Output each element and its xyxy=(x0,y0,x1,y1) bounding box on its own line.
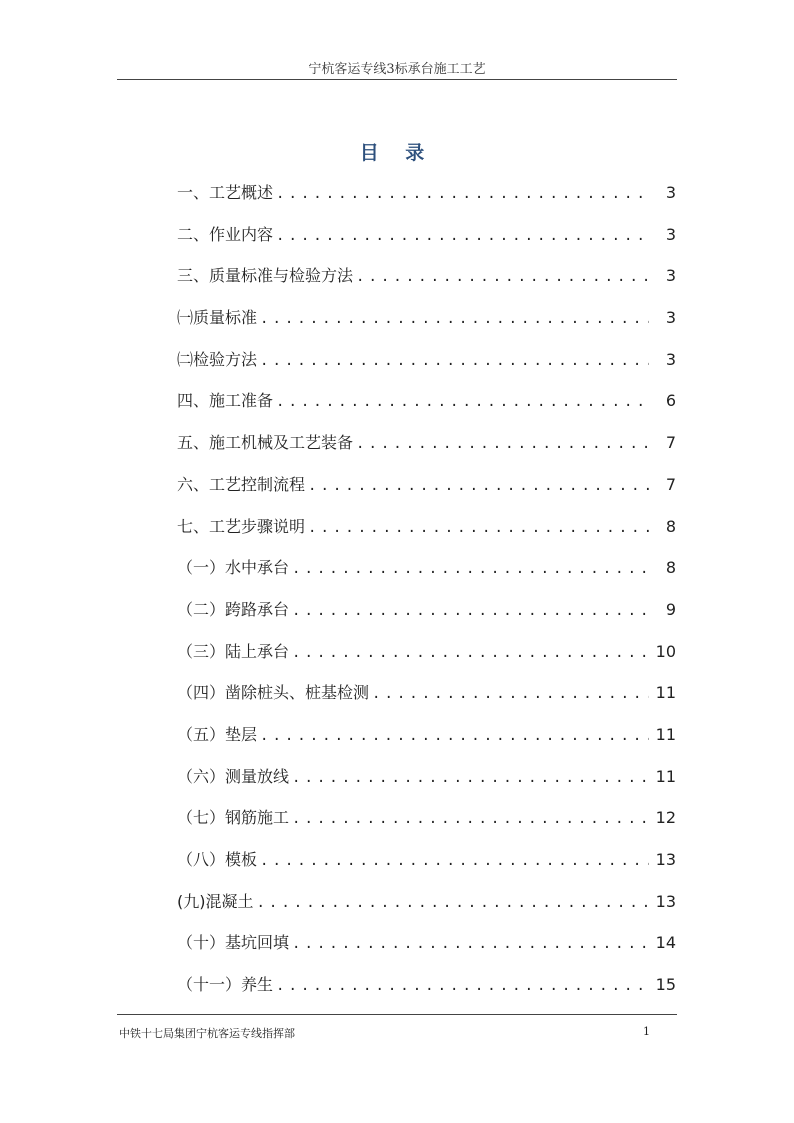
toc-entry-page: 14 xyxy=(655,933,676,953)
toc-entry-page: 11 xyxy=(655,766,676,786)
toc-entry-page: 13 xyxy=(655,891,676,911)
toc-entry[interactable] xyxy=(177,930,676,972)
toc-entry-label: ㈡检验方法 xyxy=(177,349,258,369)
toc-entry[interactable] xyxy=(177,347,676,389)
toc-entry-label: (九)混凝土 xyxy=(177,891,254,911)
toc-entry-label: （六）测量放线 xyxy=(177,766,290,786)
footer-divider xyxy=(117,1014,677,1015)
toc-leader-dots xyxy=(308,473,649,499)
toc-leader-dots xyxy=(372,681,649,707)
toc-entry-page: 8 xyxy=(665,516,676,536)
toc-leader-dots xyxy=(292,765,649,791)
toc-entry-label: 七、工艺步骤说明 xyxy=(177,516,306,536)
toc-entry[interactable] xyxy=(177,805,676,847)
toc-entry[interactable] xyxy=(177,597,676,639)
toc-entry[interactable] xyxy=(177,472,676,514)
toc-entry-page: 10 xyxy=(655,641,676,661)
toc-entry-label: ㈠质量标准 xyxy=(177,308,258,328)
toc-entry[interactable] xyxy=(177,514,676,556)
toc-entry-page: 3 xyxy=(665,183,676,202)
toc-entry-label: （三）陆上承台 xyxy=(177,641,290,661)
toc-entry-label: （五）垫层 xyxy=(177,724,258,744)
toc-entry[interactable] xyxy=(177,305,676,347)
toc-entry[interactable] xyxy=(177,388,676,430)
toc-leader-dots xyxy=(260,723,649,749)
toc-leader-dots xyxy=(257,890,650,916)
toc-entry[interactable] xyxy=(177,680,676,722)
toc-entry-page: 7 xyxy=(665,474,676,494)
toc-leader-dots xyxy=(292,806,649,832)
footer-page-number: 1 xyxy=(643,1025,650,1038)
toc-leader-dots xyxy=(276,973,649,999)
toc-entry-page: 13 xyxy=(655,850,676,869)
toc-entry-page: 3 xyxy=(665,349,676,369)
toc-leader-dots xyxy=(260,306,649,332)
toc-leader-dots xyxy=(292,640,649,666)
toc-entry-label: 四、施工准备 xyxy=(177,391,274,411)
toc-entry[interactable] xyxy=(177,180,676,222)
toc-entry-label: （十一）养生 xyxy=(177,975,274,995)
toc-leader-dots xyxy=(356,431,649,457)
toc-leader-dots xyxy=(292,556,649,582)
toc-entry[interactable] xyxy=(177,764,676,806)
toc-entry[interactable] xyxy=(177,222,676,264)
toc-entry-page: 15 xyxy=(655,975,676,995)
toc-entry-label: 一、工艺概述 xyxy=(177,183,274,202)
toc-entry[interactable] xyxy=(177,555,676,597)
toc-entry-label: （一）水中承台 xyxy=(177,558,290,578)
toc-entry-label: 三、质量标准与检验方法 xyxy=(177,266,354,286)
toc-entry-label: （四）凿除桩头、桩基检测 xyxy=(177,683,370,703)
toc-leader-dots xyxy=(292,598,649,624)
toc-entry-page: 6 xyxy=(665,391,676,411)
toc-entry-label: （十）基坑回填 xyxy=(177,933,290,953)
toc-entry-page: 7 xyxy=(665,433,676,453)
toc-entry-page: 12 xyxy=(655,808,676,828)
toc-entry-label: 六、工艺控制流程 xyxy=(177,474,306,494)
toc-entry-label: 五、施工机械及工艺装备 xyxy=(177,433,354,453)
toc-leader-dots xyxy=(260,348,649,374)
toc-leader-dots xyxy=(260,848,649,874)
table-of-contents xyxy=(177,180,676,1014)
toc-leader-dots xyxy=(356,264,649,290)
toc-leader-dots xyxy=(276,223,649,249)
toc-title: 目 录 xyxy=(359,142,435,164)
toc-entry-page: 11 xyxy=(655,724,676,744)
toc-entry-label: 二、作业内容 xyxy=(177,224,274,244)
toc-entry-page: 11 xyxy=(655,683,676,703)
page-header-title: 宁杭客运专线3标承台施工工艺 xyxy=(308,62,486,77)
toc-entry-label: （二）跨路承台 xyxy=(177,599,290,619)
footer-organization: 中铁十七局集团宁杭客运专线指挥部 xyxy=(119,1027,295,1040)
toc-leader-dots xyxy=(276,389,649,415)
toc-entry[interactable] xyxy=(177,889,676,931)
toc-leader-dots xyxy=(308,515,649,541)
toc-entry[interactable] xyxy=(177,639,676,681)
toc-entry-page: 8 xyxy=(665,558,676,578)
toc-entry-label: （八）模板 xyxy=(177,850,258,869)
toc-entry[interactable] xyxy=(177,263,676,305)
header-divider xyxy=(117,79,677,80)
toc-entry[interactable] xyxy=(177,847,676,889)
toc-entry-label: （七）钢筋施工 xyxy=(177,808,290,828)
toc-entry-page: 3 xyxy=(665,308,676,328)
toc-leader-dots xyxy=(276,181,649,207)
toc-entry-page: 3 xyxy=(665,266,676,286)
toc-entry[interactable] xyxy=(177,972,676,1014)
toc-entry[interactable] xyxy=(177,430,676,472)
toc-entry-page: 9 xyxy=(665,599,676,619)
toc-entry[interactable] xyxy=(177,722,676,764)
toc-leader-dots xyxy=(292,931,649,957)
toc-entry-page: 3 xyxy=(665,224,676,244)
